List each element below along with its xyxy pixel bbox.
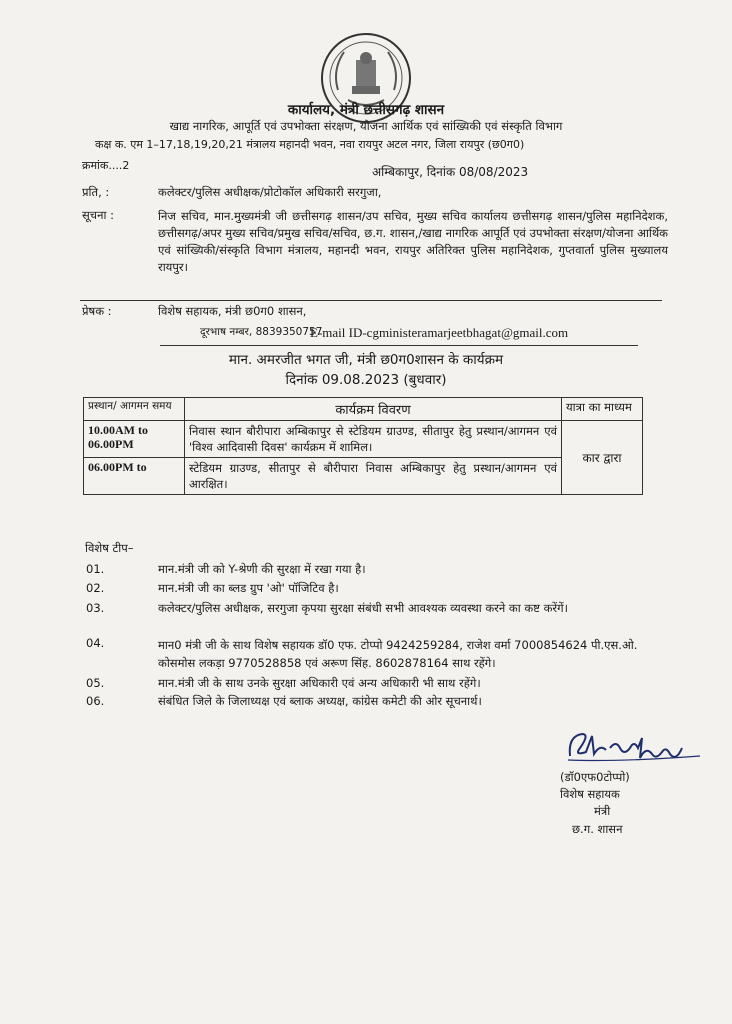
program-date: दिनांक 09.08.2023 (बुधवार) [285, 372, 447, 388]
signature-icon [560, 726, 710, 766]
row-desc: निवास स्थान बौरीपारा अम्बिकापुर से स्टेडियम ग्राउण्ड, सीतापुर हेतु प्रस्थान/आगमन एवं 'विश्व आदिवासी दिवस' कार्यक्रम में शामिल। [185, 421, 562, 458]
row-time: 06.00PM to [84, 458, 185, 495]
signatory-name: (डॉ0एफ0टोप्पो) [560, 770, 630, 784]
sender-email: E-mail ID-cgministeramarjeetbhagat@gmail.com [310, 325, 569, 340]
tip-text: संबंधित जिले के जिलाध्यक्ष एवं ब्लाक अध्यक्ष, कांग्रेस कमेटी की ओर सूचनार्थ। [158, 694, 482, 708]
email-underline [160, 345, 638, 346]
tip-number: 03. [86, 601, 105, 615]
row-time: 10.00AM to 06.00PM [84, 421, 185, 458]
signatory-role: मंत्री [594, 804, 611, 818]
travel-mode: कार द्वारा [562, 421, 643, 495]
sender-phone [200, 325, 322, 339]
table-row [84, 458, 643, 495]
row-desc: स्टेडियम ग्राउण्ड, सीतापुर से बौरीपारा निवास अम्बिकापुर हेतु प्रस्थान/आगमन एवं आरक्षित। [185, 458, 562, 495]
table-header-row [84, 398, 643, 421]
office-address: कक्ष क. एम 1–17,18,19,20,21 मंत्रालय महानदी भवन, नवा रायपुर अटल नगर, जिला रायपुर (छ0ग0) [95, 138, 525, 151]
tip-text: कलेक्टर/पुलिस अधीक्षक, सरगुजा कृपया सुरक्षा संबंधी सभी आवश्यक व्यवस्था करने का कष्ट करेंगें। [158, 601, 568, 615]
tip-text: मान.मंत्री जी को Y-श्रेणी की सुरक्षा में रखा गया है। [158, 562, 366, 576]
tip-text: मान0 मंत्री जी के साथ विशेष सहायक डॉ0 एफ. टोप्पो 9424259284, राजेश वर्मा 7000854624 पी.एस.ओ. कोसमोस लकड़ा 9770528858 एवं अरूण सिंह. 8602878164 साथ रहेंगे। [158, 638, 638, 670]
tip-text: मान.मंत्री जी का ब्लड ग्रुप 'ओ' पॉजिटिव है। [158, 581, 339, 595]
tip-number: 06. [86, 694, 105, 708]
tip-text: मान.मंत्री जी के साथ उनके सुरक्षा अधिकारी एवं अन्य अधिकारी भी साथ रहेंगे। [158, 676, 481, 690]
divider-line [80, 300, 662, 301]
suchna-label: सूचना : [82, 208, 114, 222]
col-program: कार्यक्रम विवरण [185, 398, 562, 421]
tip-number: 01. [86, 562, 105, 576]
department-line: खाद्य नागरिक, आपूर्ति एवं उपभोक्ता संरक्षण, योजना आर्थिक एवं सांख्यिकी एवं संस्कृति विभाग [169, 119, 563, 133]
sender-label: प्रेषक : [82, 304, 112, 318]
signatory-designation: विशेष सहायक [560, 787, 620, 801]
tips-heading: विशेष टीप– [85, 541, 134, 555]
tip-number: 02. [86, 581, 105, 595]
suchna-text: निज सचिव, मान.मुख्यमंत्री जी छत्तीसगढ़ शासन/उप सचिव, मुख्य सचिव कार्यालय छत्तीसगढ़ शासन/पुलिस महानिदेशक, छत्तीसगढ़/अपर मुख्य सचिव/प्रमुख सचिव/सचिव, छ.ग. शासन,/खाद्य नागरिक आपूर्ति एवं उपभोक्ता संरक्षण/योजना आर्थिक एवं सांख्यिकी/संस्कृति विभाग मंत्रालय, महानदी भवन, रायपुर अतिरिक्त पुलिस महानिदेशक, गुप्तवार्ता पुलिस मुख्यालय रायपुर। [158, 209, 668, 274]
prati-text: कलेक्टर/पुलिस अधीक्षक/प्रोटोकॉल अधिकारी सरगुजा, [158, 185, 382, 199]
kramank-label: क्रमांक [82, 159, 109, 172]
program-title: मान. अमरजीत भगत जी, मंत्री छ0ग0शासन के कार्यक्रम [228, 352, 504, 368]
phone-label: दूरभाष नम्बर, [200, 326, 253, 338]
reference-number [82, 158, 129, 173]
kramank-value: ....2 [108, 159, 130, 172]
col-time: प्रस्थान/ आगमन समय [84, 398, 185, 421]
office-title: कार्यालय, मंत्री छत्तीसगढ़ शासन [287, 102, 445, 118]
col-mode: यात्रा का माध्यम [562, 398, 643, 421]
phone-number: 8839350757 [255, 326, 323, 338]
table-row [84, 421, 643, 458]
tip-number: 04. [86, 636, 105, 650]
tip-number: 05. [86, 676, 105, 690]
prati-label: प्रति, : [82, 185, 110, 199]
schedule-table [83, 397, 643, 495]
place-date: अम्बिकापुर, दिनांक 08/08/2023 [372, 165, 529, 179]
signatory-govt: छ.ग. शासन [572, 822, 623, 836]
sender-line: विशेष सहायक, मंत्री छ0ग0 शासन, [158, 304, 307, 318]
